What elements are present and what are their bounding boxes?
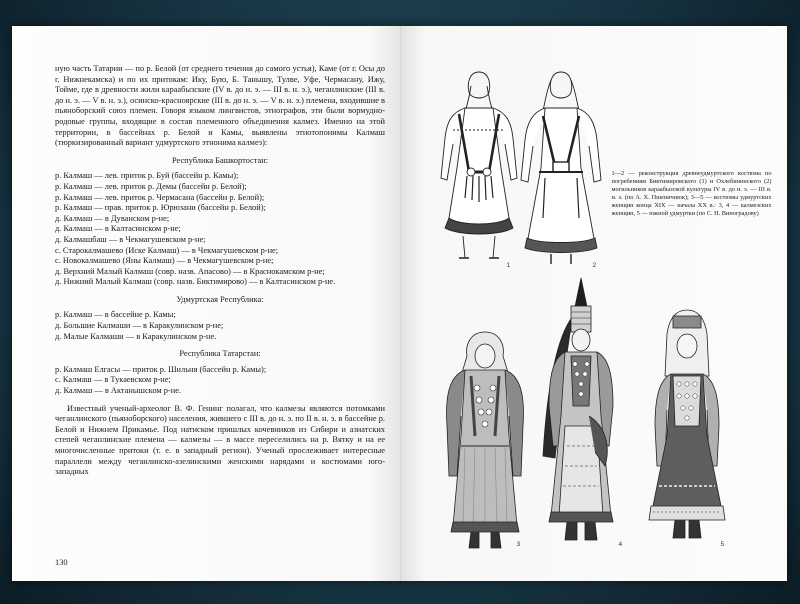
list-item: с. Старокалмашево (Иске Калмаш) — в Чекмагушевском р-не;	[55, 245, 279, 255]
figure-number-5: 5	[720, 541, 725, 548]
book-spread	[12, 26, 787, 581]
right-page	[401, 26, 788, 581]
figure-number-2: 2	[592, 262, 597, 269]
list-item: д. Малые Калмаши — в Каракулинском р-не.	[55, 331, 217, 341]
list-item: д. Нижний Малый Калмаш (совр. назв. Биктимирово) — в Калтасинском р-не.	[55, 277, 336, 287]
figure-number-4: 4	[618, 541, 623, 548]
list-item: д. Калмашбаш — в Чекмагушевском р-не;	[55, 234, 206, 244]
heading-tatarstan: Республика Татарстан:	[179, 349, 261, 359]
paragraph-2: Известный ученый-археолог В. Ф. Генинг полагал, что калмезы являются потомками чеганлинского (пьяноборского) населения, жившего с III в. до н. э. по II в. н. э. в бассейне р. Белой и Нижнем Прикамье. Под натиском пришлых кочевников из Сибири и азиатских степей чеганлинские племена — калмезы — в массе переселились на р. Вятку и на ее многочисленные притоки (т. е. в западный регион). Ученый прослеживает интересные параллели между чеганлинско-азелинскими женскими нарядами и костюмами юго-западных	[55, 403, 385, 477]
list-item: р. Калмаш Елгасы — приток р. Шильня (бассейн р. Камы);	[55, 364, 267, 374]
list-item: д. Калмаш — в Дуванском р-не;	[55, 213, 170, 223]
list-item: р. Калмаш — лев. приток р. Буй (бассейн р. Камы);	[55, 171, 239, 181]
heading-bashkortostan: Республика Башкортостан:	[171, 155, 269, 165]
page-number: 130	[55, 558, 68, 567]
list-item: р. Калмаш — прав. приток р. Юрюзани (бассейн р. Белой);	[55, 203, 266, 213]
list-item: р. Калмаш — лев. приток р. Чермасана (бассейн р. Белой);	[55, 192, 265, 202]
list-item: д. Калмаш — в Калтасинском р-не;	[55, 224, 181, 234]
list-item: р. Калмаш — лев. приток р. Демы (бассейн р. Белой);	[55, 181, 247, 191]
list-item: д. Калмаш — в Актанышском р-не.	[55, 386, 182, 396]
list-item: д. Большие Калмаши — в Каракулинском р-не;	[55, 321, 224, 331]
list-item: с. Новокалмашево (Яны Калмаш) — в Чекмагушевском р-не;	[55, 256, 274, 266]
costume-figure-4	[531, 276, 631, 556]
left-page-text	[55, 64, 385, 478]
costume-figure-5	[637, 306, 737, 556]
list-item: д. Верхний Малый Калмаш (совр. назв. Апасово) — в Краснокамском р-не;	[55, 266, 325, 276]
costume-figure-3	[435, 326, 535, 556]
costume-figure-2	[511, 68, 611, 268]
figure-number-1: 1	[506, 262, 511, 269]
figure-caption: 1—2 — реконструкция древнеудмуртского костюма по погребениям Биктимировского (1) и Охлебининского (2) могильников караабызской культуры IV в. до н. э. — III в. н. э. (по А. Х. Пшеничнюк); 3—5 — костюмы удмуртских женщин конца XIX — начала XX в.: 3, 4 — калмезских женщин, 5 — южной удмуртки (по С. Н. Виноградову)	[611, 170, 772, 218]
left-page	[12, 26, 401, 581]
figure-number-3: 3	[516, 541, 521, 548]
heading-udmurtia: Удмуртская Республика:	[176, 294, 264, 304]
list-item: р. Калмаш — в бассейне р. Камы;	[55, 310, 176, 320]
paragraph-1: ную часть Татарии — по р. Белой (от среднего течения до самого устья), Каме (от г. Осы до г. Нижнекамска) и по их притокам: Ику, Бую, Б. Танышу, Тулве, Уфе, Чермасану, Ижу, Тойме, где в древности жили караабызские (IV в. до н. э. — III в. н. э.), чеганлинские (III в. до н. э. — V в. н. э.), осинско-красноярские (III в. до н. э. — V в. н. э.) племена, входившие в пьяноборский союз племен. Говоря языком лингвистов, этнографов, эти были вормудно-родовые группы, входящие в состав племенного объединения калмез. Именно на этой территории, в бассейнах р. Белой и Камы, выявлены этнотопонимы Калмаш (тюркизированный вариант удмуртского этнонима калмез):	[55, 64, 385, 148]
list-item: с. Калмаш — в Тукаевском р-не;	[55, 375, 171, 385]
